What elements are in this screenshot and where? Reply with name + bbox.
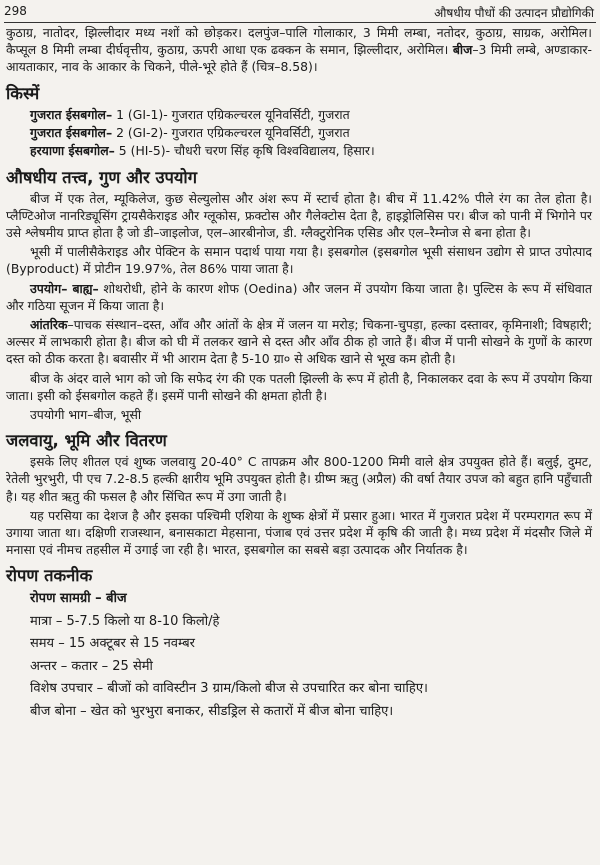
- variety-detail: 1 (GI-1)- गुजरात एग्रिकल्चरल यूनिवर्सिटी, गुजरात: [116, 106, 350, 122]
- intro-paragraph: [6, 24, 592, 76]
- medicinal-paragraph-5: बीज के अंदर वाले भाग को जो कि सफेद रंग की एक पतली झिल्ली के रूप में होती है, निकालकर दवा के रूप में उपयोग किया जाता। इसी को ईसबगोल कहते हैं। इसमें पानी सोखने की क्षमता होती है।: [6, 370, 592, 403]
- medicinal-heading: औषधीय तत्त्व, गुण और उपयोग: [6, 167, 197, 187]
- uses-external-text: शोथरोधी, होने के कारण शोफ (Oedina) और जलन में उपयोग किया जाता है। पुल्टिस के रूप में संधिवात और गठिया सूजन में किया जाता है।: [6, 280, 592, 313]
- planting-heading: रोपण तकनीक: [6, 566, 93, 586]
- intro-text: कुठाग्र, नातोदर, झिल्लीदार मध्य नशों को छोड़कर। दलपुंज–पालि गोलाकार, 3 मिमी लम्बा, नतोदर, कुठाग्र, साग्रक, अरोमिल। कैप्सूल 8 मिमी लम्बा दीर्घवृत्तीय, कुठाग्र, ऊपरी आधा एक ढक्कन के समान, झिल्लीदार, अरोमिल।: [6, 25, 592, 58]
- varieties-heading: किस्में: [6, 83, 40, 103]
- useful-parts: उपयोगी भाग–बीज, भूसी: [30, 407, 142, 423]
- uses-internal-paragraph: [6, 316, 592, 368]
- uses-external-paragraph: [6, 280, 592, 314]
- seed-label: बीज: [452, 42, 473, 58]
- page-number: 298: [4, 4, 27, 18]
- variety-name: गुजरात ईसबगोल–: [30, 106, 113, 122]
- list-item: रोपण सामग्री – बीज: [30, 591, 127, 607]
- planting-list: [30, 588, 592, 723]
- page-header: [4, 2, 596, 23]
- uses-external-label: उपयोग– बाह्य–: [30, 280, 99, 296]
- list-item: समय – 15 अक्टूबर से 15 नवम्बर: [30, 636, 195, 652]
- running-title: औषधीय पौधों की उत्पादन प्रौद्योगिकी: [434, 6, 594, 20]
- list-item: मात्रा – 5-7.5 किलो या 8-10 किलो/हे: [30, 613, 220, 629]
- variety-name: गुजरात ईसबगोल–: [30, 124, 113, 140]
- varieties-list: [30, 106, 592, 160]
- list-item: [30, 106, 592, 124]
- page-body: [6, 24, 592, 723]
- variety-name: हरयाणा ईसबगोल–: [30, 142, 115, 158]
- climate-paragraph-1: इसके लिए शीतल एवं शुष्क जलवायु 20-40° C तापक्रम और 800-1200 मिमी वाले क्षेत्र उपयुक्त होते हैं। बलुई, दुमट, रेतेली भुरभुरी, पी एच 7.2-8.5 हल्की क्षारीय भूमि उपयुक्त होती है। ग्रीष्म ऋतु (अप्रैल) की वर्षा तैयार उपज को बहुत हानि पहुँचाती है। यह शीत ऋतु की फसल है और सिंचित रूप में उगा जाती है।: [6, 454, 592, 504]
- intro-text-2: –3 मिमी लम्बे, अण्डाकार-आयताकार, नाव के आकार के चिकने, पीले-भूरे होते हैं (चित्र–8.58)।: [6, 42, 592, 75]
- uses-internal-text: –पाचक संस्थान–दस्त, आँव और आंतों के क्षेत्र में जलन या मरोड़; चिकना-चुपड़ा, हल्का दस्तावर, कृमिनाशी; विषहारी; अल्सर में लाभकारी होता है। बीज को घी में तलकर खाने से दस्त और आँव ठीक हो जाते हैं। बीज में पानी सोखने के गुणों के कारण दस्त को ठीक करता है। बवासीर में भी आराम देता है 5-10 ग्रा० से अधिक खाने से भूख कम होती है।: [6, 317, 592, 367]
- uses-internal-label: आंतरिक: [30, 317, 68, 333]
- list-item: [30, 142, 592, 160]
- variety-detail: 2 (GI-2)- गुजरात एग्रिकल्चरल यूनिवर्सिटी, गुजरात: [116, 124, 350, 140]
- variety-detail: 5 (HI-5)- चौधरी चरण सिंह कृषि विश्वविद्यालय, हिसार।: [118, 142, 375, 158]
- list-item: अन्तर – कतार – 25 सेमी: [30, 658, 153, 674]
- climate-heading: जलवायु, भूमि और वितरण: [6, 431, 167, 451]
- list-item: [30, 124, 592, 142]
- medicinal-paragraph-2: भूसी में पालीसैकेराइड और पेक्टिन के समान पदार्थ पाया गया है। इसबगोल (इसबगोल भूसी संसाधन उद्योग से प्राप्त उपोत्पाद (Byproduct) में प्रोटीन 19.97%, तेल 86% पाया जाता है।: [6, 244, 592, 277]
- list-item: विशेष उपचार – बीजों को वाविस्टीन 3 ग्राम/किलो बीज से उपचारित कर बोना चाहिए।: [30, 681, 428, 697]
- climate-paragraph-2: यह परसिया का देशज है और इसका पश्चिमी एशिया के शुष्क क्षेत्रों में प्रसार हुआ। भारत में गुजरात प्रदेश में परम्परागत रूप में उगाया जाता था। दक्षिणी राजस्थान, बनासकाटा मेहसाना, पंजाब एवं उत्तर प्रदेश में कृषि की जाती है। मध्य प्रदेश में मंदसौर जिले में मनासा एवं नीमच तहसील में उगाई जा रही है। भारत, इसबगोल का सबसे बड़ा उत्पादक और निर्यातक है।: [6, 507, 592, 558]
- medicinal-paragraph-1: बीज में एक तेल, म्यूकिलेज, कुछ सेल्युलोस और अंश रूप में स्टार्च होता है। बीच में 11.42% पीले रंग का तेल होता है। प्लैण्टिओज नानरिड्यूसिंग ट्रायसैकेराइड और ग्लूकोस, फ्रक्टोस और गैलेक्टोस देता है, हाइड्रोलिसिस पर। बीज को पानी में भिगोने पर उसे श्लेषमीय प्राप्त होता है जो डी–जाइलोज, एल–आरबीनोज, डी. ग्लैक्टुरोनिक एसिड और एल–रैम्नोज से बना होता है।: [6, 190, 592, 241]
- list-item: बीज बोना – खेत को भुरभुरा बनाकर, सीडड्रिल से कतारों में बीज बोना चाहिए।: [30, 703, 394, 719]
